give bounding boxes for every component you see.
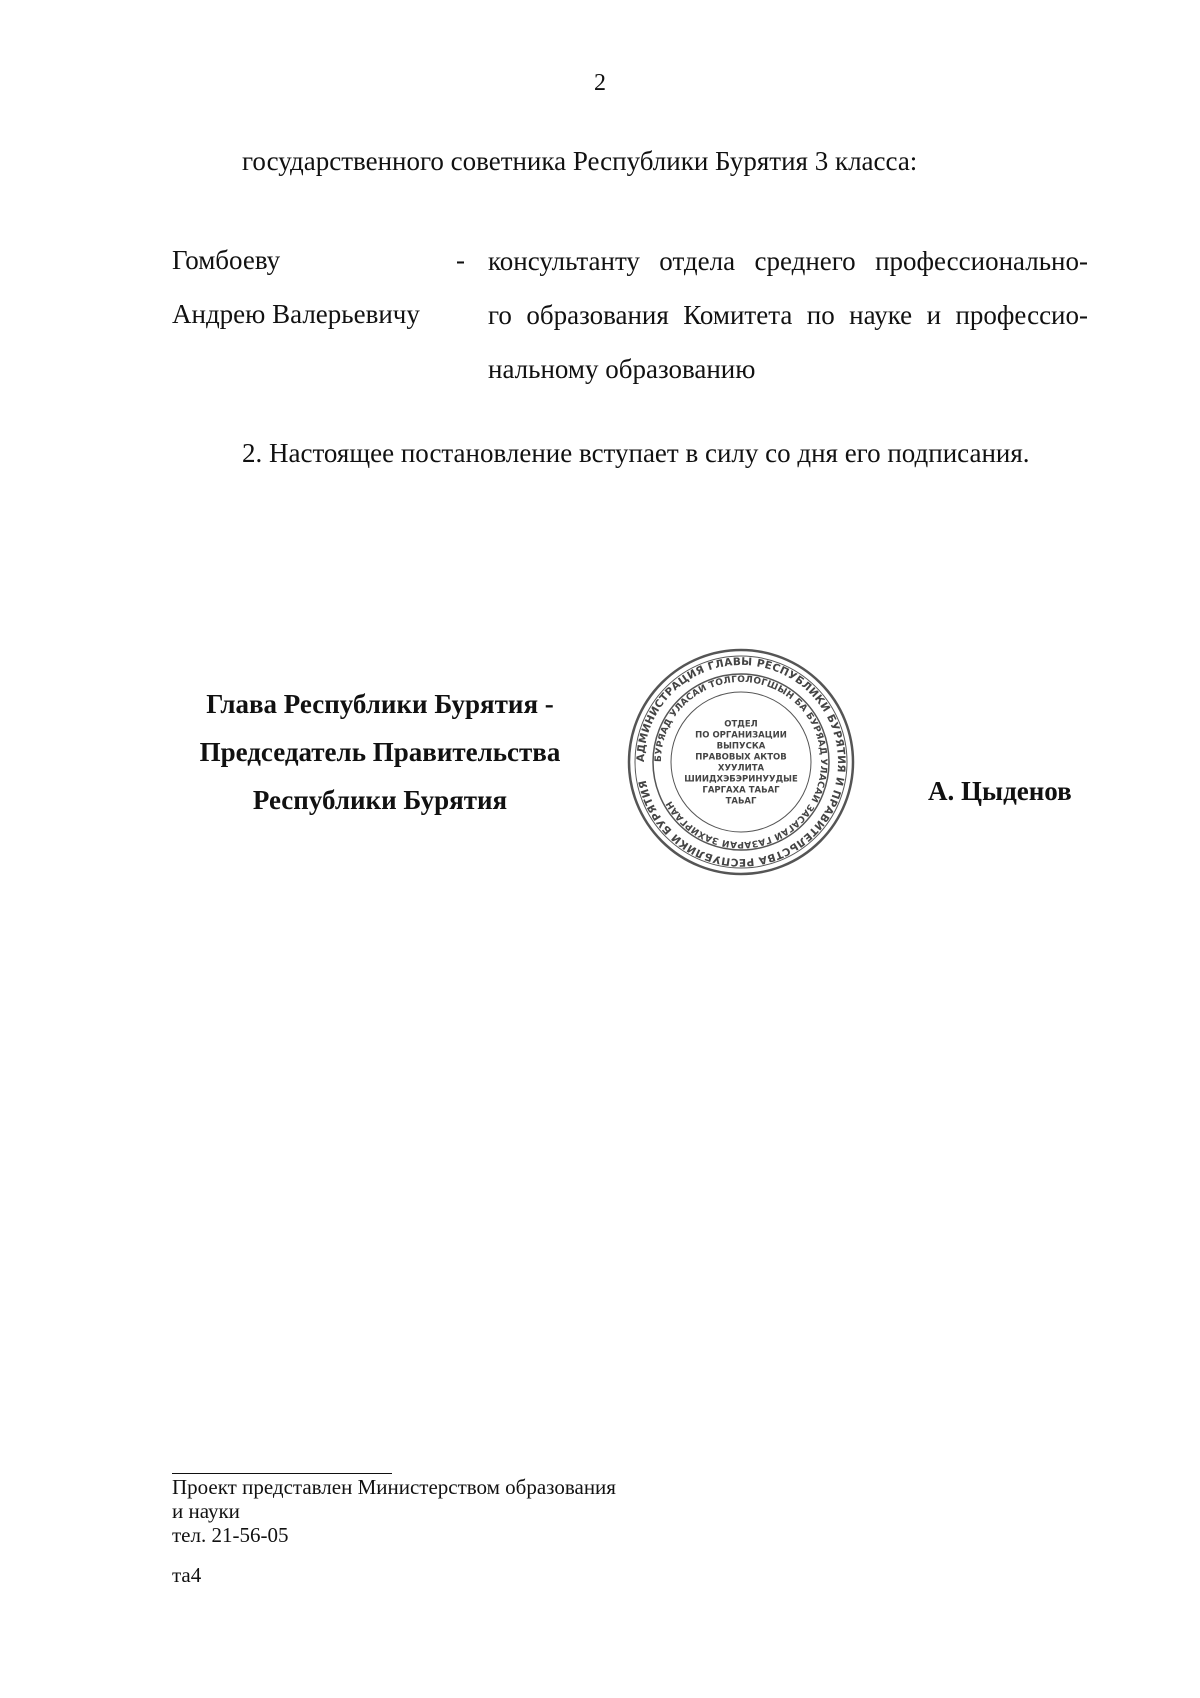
seal-center-line: ГАРГАХА ТАЬАГ xyxy=(702,785,780,796)
signer-name: А. Цыденов xyxy=(928,776,1072,806)
footnote xyxy=(172,1475,616,1547)
rank-line: государственного советника Республики Бурятия 3 класса: xyxy=(242,146,918,176)
seal-center-line: ВЫПУСКА xyxy=(716,741,766,752)
clause-2: 2. Настоящее постановление вступает в силу со дня его подписания. xyxy=(242,438,1030,468)
signature-title-line: Глава Республики Бурятия - xyxy=(206,689,554,719)
seal-center-line: ПРАВОВЫХ АКТОВ xyxy=(695,752,787,763)
footnote-divider xyxy=(172,1473,392,1474)
appointment-dash: - xyxy=(456,245,465,275)
footnote-line: тел. 21-56-05 xyxy=(172,1523,289,1547)
footnote-line: и науки xyxy=(172,1499,240,1523)
footnote-line: Проект представлен Министерством образования xyxy=(172,1475,616,1499)
seal-center-line: ТАЬАГ xyxy=(725,796,757,807)
official-seal-stamp xyxy=(625,646,857,878)
seal-center-line: ШИИДХЭБЭРИНУУДЫЕ xyxy=(684,774,798,785)
seal-center-line: ПО ОРГАНИЗАЦИИ xyxy=(695,730,787,741)
signature-title xyxy=(150,680,610,824)
signature-title-line: Председатель Правительства xyxy=(199,737,561,767)
position-line: консультанту отдела среднего профессионально- xyxy=(488,246,1088,276)
position-line: го образования Комитета по науке и профессио- xyxy=(488,300,1088,330)
position-line: нальному образованию xyxy=(488,354,756,384)
seal-center-line: ХУУЛИТА xyxy=(717,763,765,774)
appointee-given-names: Андрею Валерьевичу xyxy=(172,299,420,329)
appointee-surname: Гомбоеву xyxy=(172,245,281,275)
appointee-position xyxy=(488,234,1088,396)
signature-title-line: Республики Бурятия xyxy=(252,785,508,815)
page-number: 2 xyxy=(594,70,606,96)
document-code: та4 xyxy=(172,1563,202,1587)
seal-inner-text: БУРЯАД УЛАСАЙ ТОЛГОЛОГШЫН БА БУРЯАД УЛАСАЙ ЗАСАГАЙ ГАЗАРАЙ ЗАХИРГААН xyxy=(653,674,829,850)
seal-outer-text: АДМИНИСТРАЦИЯ ГЛАВЫ РЕСПУБЛИКИ БУРЯТИЯ И ПРАВИТЕЛЬСТВА РЕСПУБЛИКИ БУРЯТИЯ xyxy=(634,655,848,869)
seal-center-line: ОТДЕЛ xyxy=(724,719,758,730)
